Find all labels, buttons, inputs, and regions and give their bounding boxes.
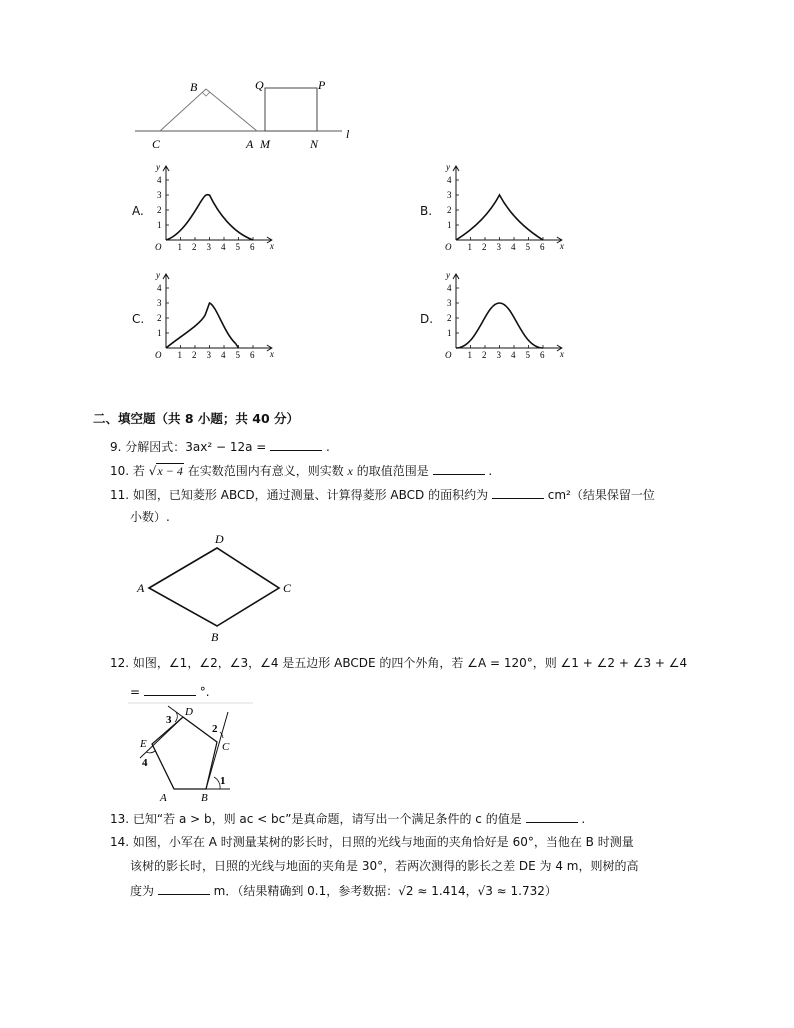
question-text: 分解因式：3ax² − 12a = bbox=[125, 440, 267, 454]
label-E: E bbox=[140, 738, 147, 750]
graph-c bbox=[150, 268, 286, 363]
variable: x bbox=[347, 464, 353, 478]
option-letter: D. bbox=[420, 312, 434, 326]
question-number: 9. bbox=[110, 440, 122, 454]
option-b[interactable] bbox=[420, 160, 580, 255]
y-tick-label: 4 bbox=[447, 283, 452, 293]
x-tick-label: 5 bbox=[235, 242, 240, 252]
x-tick-label: 4 bbox=[221, 350, 226, 360]
question-12-line2 bbox=[130, 683, 210, 700]
x-tick-label: 2 bbox=[192, 350, 197, 360]
graph-a bbox=[150, 160, 286, 255]
x-axis-label: x bbox=[559, 241, 564, 251]
x-tick-label: 3 bbox=[496, 350, 501, 360]
graph-curve bbox=[166, 195, 253, 240]
x-tick-label: 4 bbox=[221, 242, 226, 252]
y-tick-label: 1 bbox=[157, 328, 162, 338]
option-c[interactable] bbox=[128, 268, 288, 363]
y-tick-label: 4 bbox=[447, 175, 452, 185]
label-l: l bbox=[346, 127, 350, 141]
label-B: B bbox=[201, 792, 208, 804]
question-text-2: m．（结果精确到 0.1，参考数据：√2 ≈ 1.414，√3 ≈ 1.732） bbox=[213, 884, 557, 898]
question-text: 度为 bbox=[130, 884, 155, 898]
question-number: 11. bbox=[110, 488, 130, 502]
x-tick-label: 6 bbox=[540, 242, 545, 252]
x-tick-label: 3 bbox=[496, 242, 501, 252]
label-B: B bbox=[211, 630, 219, 644]
graph-b bbox=[440, 160, 576, 255]
y-tick-label: 2 bbox=[157, 313, 162, 323]
x-tick-label: 5 bbox=[235, 350, 240, 360]
y-tick-label: 3 bbox=[447, 190, 452, 200]
question-14 bbox=[110, 834, 634, 850]
question-text: 如图，小军在 A 时测量某树的影长时，日照的光线与地面的夹角恰好是 60°，当他在 B 时测量 bbox=[132, 835, 634, 849]
x-tick-label: 4 bbox=[511, 242, 516, 252]
x-tick-label: 6 bbox=[250, 242, 255, 252]
angle-arc-3 bbox=[175, 712, 177, 722]
answer-blank[interactable] bbox=[526, 810, 578, 823]
square-mnpq bbox=[265, 88, 317, 131]
option-letter: B. bbox=[420, 204, 433, 218]
x-tick-label: 5 bbox=[525, 350, 530, 360]
x-tick-label: 2 bbox=[482, 242, 487, 252]
x-tick-label: 6 bbox=[250, 350, 255, 360]
pentagon-abcde bbox=[152, 717, 217, 789]
question-11 bbox=[110, 486, 655, 503]
triangle-abc bbox=[160, 89, 257, 131]
label-B: B bbox=[190, 80, 198, 94]
question-number: 13. bbox=[110, 812, 130, 826]
y-tick-label: 3 bbox=[157, 190, 162, 200]
angle-label-2: 2 bbox=[212, 723, 218, 735]
question-text-2: 的取值范围是 bbox=[356, 464, 429, 478]
x-tick-label: 2 bbox=[192, 242, 197, 252]
question-12 bbox=[110, 655, 687, 671]
origin-label: O bbox=[445, 350, 452, 360]
question-end: . bbox=[581, 812, 586, 826]
y-axis-label: y bbox=[156, 270, 160, 280]
question-14-line3 bbox=[130, 882, 557, 899]
graph-d bbox=[440, 268, 576, 363]
x-tick-label: 1 bbox=[177, 242, 182, 252]
x-tick-label: 2 bbox=[482, 350, 487, 360]
question-11-line2: 小数）. bbox=[130, 510, 170, 524]
pentagon-diagram bbox=[128, 702, 258, 804]
rhombus-abcd bbox=[149, 548, 279, 626]
origin-label: O bbox=[155, 350, 162, 360]
x-tick-label: 5 bbox=[525, 242, 530, 252]
y-tick-label: 4 bbox=[157, 175, 162, 185]
answer-blank[interactable] bbox=[144, 683, 196, 696]
angle-label-3: 3 bbox=[166, 714, 172, 726]
label-D: D bbox=[215, 532, 224, 546]
question-end: °. bbox=[199, 685, 210, 699]
rhombus-diagram bbox=[133, 530, 303, 645]
x-axis-label: x bbox=[559, 349, 564, 359]
question-text: 如图，∠1，∠2，∠3，∠4 是五边形 ABCDE 的四个外角，若 ∠A = 120°，则 ∠1 + ∠2 + ∠3 + ∠4 bbox=[132, 656, 688, 670]
x-tick-label: 4 bbox=[511, 350, 516, 360]
y-tick-label: 1 bbox=[447, 220, 452, 230]
y-axis-label: y bbox=[446, 270, 450, 280]
label-C: C bbox=[222, 741, 230, 753]
label-M: M bbox=[260, 137, 270, 151]
label-A: A bbox=[160, 792, 167, 804]
extension-ea bbox=[152, 744, 174, 789]
question-number: 10. bbox=[110, 464, 130, 478]
y-tick-label: 2 bbox=[447, 205, 452, 215]
x-tick-label: 6 bbox=[540, 350, 545, 360]
question-14-line2: 该树的影长时，日照的光线与地面的夹角是 30°，若两次测得的影长之差 DE 为 4 m，则树的高 bbox=[130, 859, 639, 873]
radicand: x − 4 bbox=[157, 464, 183, 478]
y-tick-label: 1 bbox=[157, 220, 162, 230]
y-tick-label: 2 bbox=[447, 313, 452, 323]
option-d[interactable] bbox=[420, 268, 580, 363]
label-C: C bbox=[152, 137, 161, 151]
x-axis-label: x bbox=[269, 241, 274, 251]
question-10 bbox=[110, 462, 492, 479]
section-title: 二、填空题（共 8 小题；共 40 分） bbox=[93, 411, 300, 426]
option-letter: C. bbox=[132, 312, 145, 326]
y-tick-label: 2 bbox=[157, 205, 162, 215]
y-tick-label: 3 bbox=[447, 298, 452, 308]
label-N: N bbox=[310, 137, 319, 151]
x-axis-label: x bbox=[269, 349, 274, 359]
answer-blank[interactable] bbox=[270, 438, 322, 451]
top-diagram bbox=[130, 76, 360, 152]
question-end: . bbox=[326, 440, 330, 454]
graph-curve bbox=[456, 303, 543, 348]
label-P: P bbox=[318, 78, 326, 92]
label-C: C bbox=[283, 581, 292, 595]
option-a[interactable] bbox=[128, 160, 288, 255]
question-13 bbox=[110, 810, 585, 827]
answer-blank[interactable] bbox=[492, 486, 544, 499]
label-Q: Q bbox=[255, 78, 264, 92]
origin-label: O bbox=[155, 242, 162, 252]
question-text: 在实数范围内有意义，则实数 bbox=[187, 464, 344, 478]
y-tick-label: 1 bbox=[447, 328, 452, 338]
angle-label-1: 1 bbox=[220, 775, 226, 787]
question-9 bbox=[110, 438, 330, 455]
question-text: 已知“若 a > b，则 ac < bc”是真命题，请写出一个满足条件的 c 的值是 bbox=[132, 812, 522, 826]
question-unit: cm²（结果保留一位 bbox=[547, 488, 655, 502]
y-axis-label: y bbox=[156, 162, 160, 172]
graph-curve bbox=[166, 303, 239, 348]
y-axis-label: y bbox=[446, 162, 450, 172]
label-A: A bbox=[246, 137, 254, 151]
question-end: . bbox=[488, 464, 493, 478]
x-tick-label: 1 bbox=[467, 350, 472, 360]
answer-blank[interactable] bbox=[433, 462, 485, 475]
right-angle-mark bbox=[202, 92, 210, 96]
y-tick-label: 3 bbox=[157, 298, 162, 308]
question-pre: 若 bbox=[132, 464, 145, 478]
question-text: 如图，已知菱形 ABCD，通过测量、计算得菱形 ABCD 的面积约为 bbox=[132, 488, 489, 502]
option-letter: A. bbox=[132, 204, 144, 218]
angle-label-4: 4 bbox=[142, 757, 148, 769]
origin-label: O bbox=[445, 242, 452, 252]
y-tick-label: 4 bbox=[157, 283, 162, 293]
graph-curve bbox=[456, 195, 543, 240]
question-number: 12. bbox=[110, 656, 130, 670]
x-tick-label: 3 bbox=[206, 350, 211, 360]
sqrt-icon: √ bbox=[148, 464, 157, 478]
x-tick-label: 3 bbox=[206, 242, 211, 252]
question-number: 14. bbox=[110, 835, 130, 849]
answer-blank[interactable] bbox=[158, 882, 210, 895]
label-A: A bbox=[137, 581, 145, 595]
x-tick-label: 1 bbox=[467, 242, 472, 252]
x-tick-label: 1 bbox=[177, 350, 182, 360]
label-D: D bbox=[185, 706, 193, 718]
question-eq: = bbox=[130, 685, 141, 699]
